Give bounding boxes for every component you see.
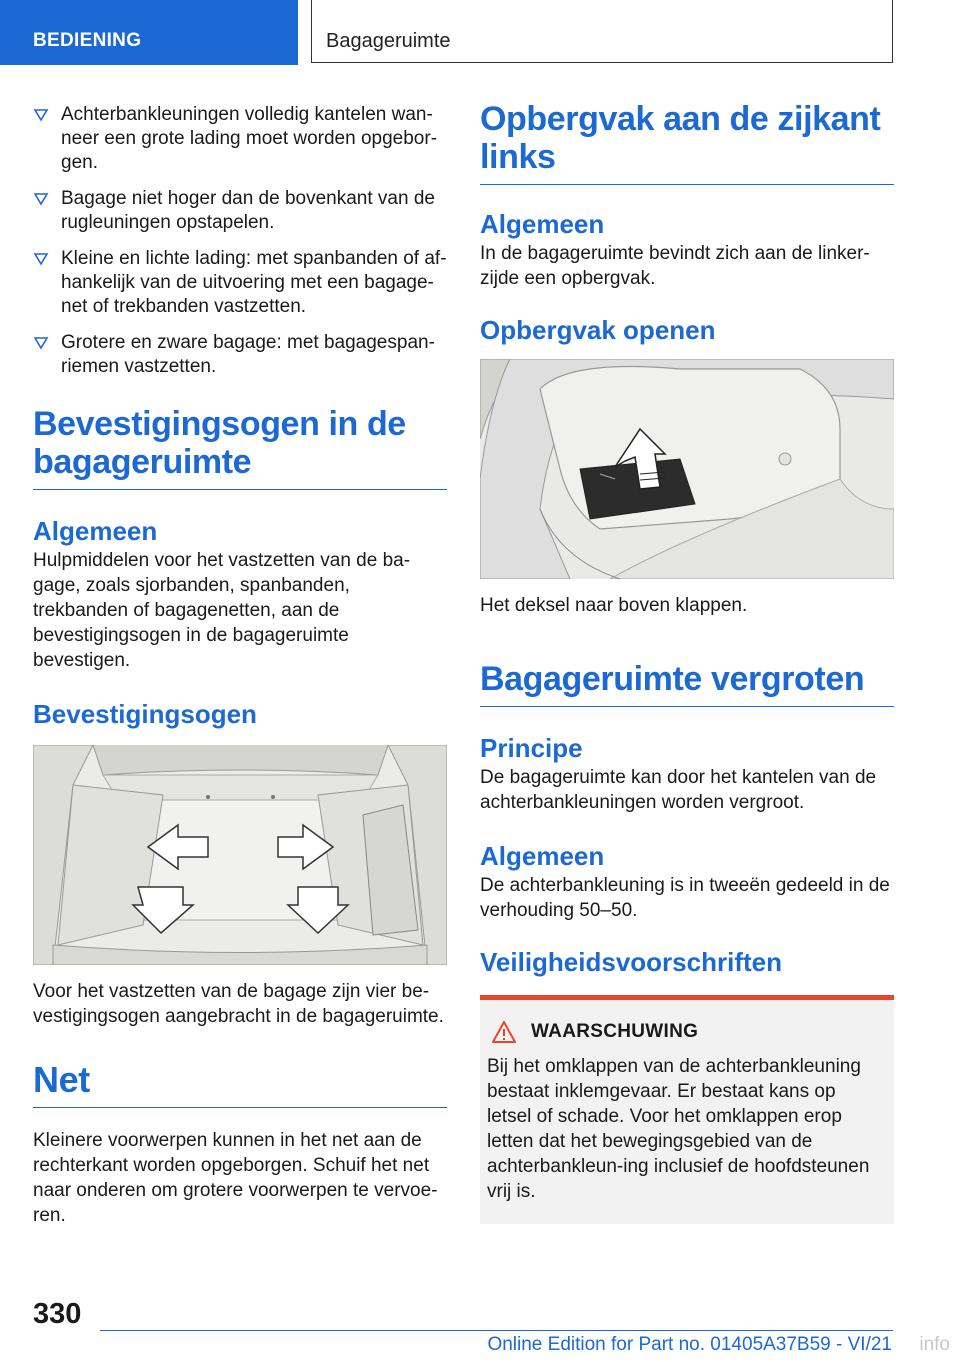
heading-principe: Principe: [480, 733, 583, 763]
warning-box: [480, 995, 894, 1224]
heading-algemeen-vergroten: Algemeen: [480, 841, 605, 871]
figure-caption-opbergvak: Het deksel naar boven klappen.: [480, 595, 748, 616]
paragraph-opbergvak: In de bagageruimte bevindt zich aan de linker-zijde een opbergvak.: [480, 243, 870, 289]
section-tab: [0, 0, 298, 65]
heading-net: Net: [33, 1061, 447, 1108]
triangle-bullet-icon: [33, 107, 49, 123]
trunk-tie-down-figure: [33, 745, 447, 965]
list-item: Bagage niet hoger dan de bovenkant van de rugleuningen opstapelen.: [33, 187, 447, 235]
topic-title: Bagageruimte: [326, 30, 451, 52]
warning-header: [487, 1020, 884, 1044]
heading-opbergvak-openen: Opbergvak openen: [480, 315, 716, 345]
topic-tab: [311, 0, 893, 63]
footer-edition: Online Edition for Part no. 01405A37B59 - VI/21: [487, 1334, 892, 1355]
list-item: Achterbankleuningen volledig kantelen wan-neer een grote lading moet worden opgebor-gen.: [33, 103, 447, 175]
heading-veiligheid: Veiligheidsvoorschriften: [480, 947, 782, 977]
warning-text: Bij het omklappen van de achterbankleuning bestaat inklemgevaar. Er bestaat kans op letsel of schade. Voor het omklappen erop letten dat het bewegingsgebied van de achterbankleun-ing inclusief de hoofdsteunen vrij is.: [487, 1056, 870, 1202]
footer-rule: [100, 1330, 893, 1331]
left-column: [33, 100, 447, 1228]
triangle-bullet-icon: [33, 335, 49, 351]
paragraph-net: Kleinere voorwerpen kunnen in het net aan de rechterkant worden opgeborgen. Schuif het net naar onderen om grotere voorwerpen te vervoe-ren.: [33, 1130, 438, 1226]
triangle-bullet-icon: [33, 251, 49, 267]
page-number: 330: [33, 1298, 82, 1330]
heading-bevestigingsogen-sub: Bevestigingsogen: [33, 699, 257, 729]
right-column: [480, 100, 894, 1224]
heading-opbergvak: Opbergvak aan de zijkant links: [480, 100, 894, 185]
paragraph-verhouding: De achterbankleuning is in tweeën gedeeld in de verhouding 50–50.: [480, 875, 890, 921]
heading-algemeen-right: Algemeen: [480, 209, 605, 239]
triangle-bullet-icon: [33, 191, 49, 207]
paragraph-principe: De bagageruimte kan door het kantelen van de achterbankleuningen worden vergroot.: [480, 767, 877, 813]
heading-vergroten: Bagageruimte vergroten: [480, 660, 894, 707]
paragraph-algemeen: Hulpmiddelen voor het vastzetten van de ba-gage, zoals sjorbanden, spanbanden, trekbanden of bagagenetten, aan de bevestigingsogen in de bagageruimte bevestigen.: [33, 550, 411, 671]
figure-caption-bevestigingsogen: Voor het vastzetten van de bagage zijn vier be-vestigingsogen aangebracht in de bagageruimte.: [33, 981, 444, 1027]
list-item: Grotere en zware bagage: met bagagespan-riemen vastzetten.: [33, 331, 447, 379]
compartment-illustration: [480, 359, 894, 579]
footer-watermark: info: [919, 1334, 950, 1355]
warning-triangle-icon: [491, 1020, 517, 1044]
list-item: Kleine en lichte lading: met spanbanden of af-hankelijk van de uitvoering met een bagage-net of trekbanden vastzetten.: [33, 247, 447, 319]
heading-algemeen: Algemeen: [33, 516, 158, 546]
heading-bevestigingsogen: Bevestigingsogen in de bagageruimte: [33, 405, 447, 490]
section-title: BEDIENING: [33, 30, 142, 51]
trunk-illustration: [33, 745, 447, 965]
load-bullet-list: [33, 103, 447, 379]
side-compartment-figure: [480, 359, 894, 579]
warning-title: WAARSCHUWING: [531, 1021, 699, 1042]
